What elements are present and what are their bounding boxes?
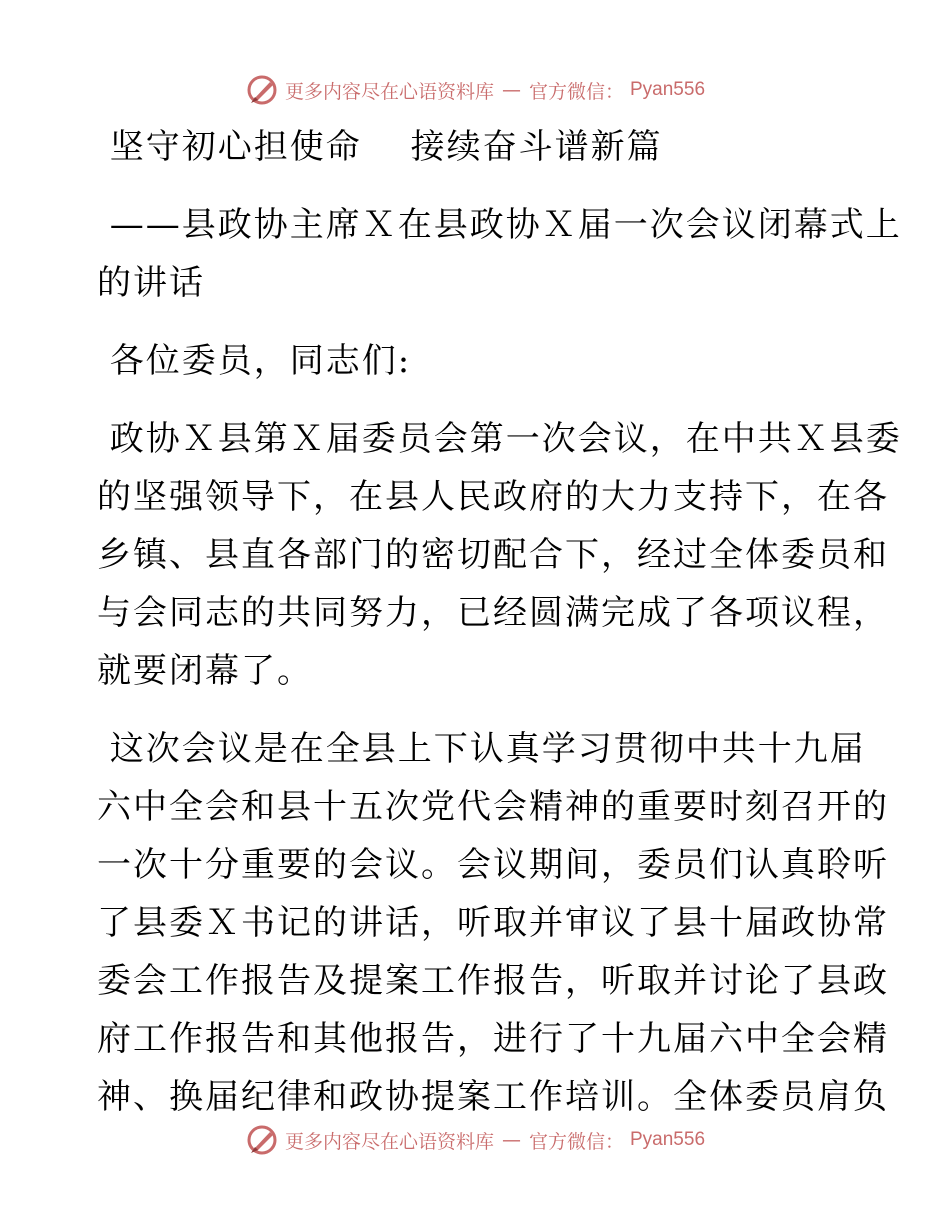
paragraph-line: 了县委Ｘ书记的讲话，听取并审议了县十届政协常 — [97, 903, 889, 943]
watermark-separator: — — [501, 79, 521, 101]
header-watermark — [0, 70, 950, 110]
footer-watermark — [0, 1120, 950, 1160]
brush-pen-logo-icon — [245, 1123, 279, 1157]
watermark-separator: — — [501, 1129, 521, 1151]
paragraph-line: 政协Ｘ县第Ｘ届委员会第一次会议，在中共Ｘ县委 — [97, 419, 902, 459]
paragraph-line: 与会同志的共同努力，已经圆满完成了各项议程， — [97, 593, 889, 633]
paragraph-line: 委会工作报告及提案工作报告，听取并讨论了县政 — [97, 961, 889, 1001]
paragraph-line: 一次十分重要的会议。会议期间，委员们认真聆听 — [97, 845, 889, 885]
paragraph-line: 就要闭幕了。 — [97, 651, 313, 691]
brush-pen-logo-icon — [245, 73, 279, 107]
document-title: 坚守初心担使命 接续奋斗谱新篇 — [97, 127, 663, 167]
watermark-site-text: 更多内容尽在心语资料库 — [284, 1130, 494, 1153]
watermark-contact-label: 官方微信： — [528, 1130, 624, 1153]
paragraph-line: 乡镇、县直各部门的密切配合下，经过全体委员和 — [97, 535, 889, 575]
subtitle-line: 的讲话 — [97, 263, 205, 303]
paragraph-line: 六中全会和县十五次党代会精神的重要时刻召开的 — [97, 787, 889, 827]
watermark-contact-id: Pyan556 — [630, 1129, 706, 1150]
paragraph-line: 神、换届纪律和政协提案工作培训。全体委员肩负 — [97, 1077, 889, 1117]
watermark-contact-label: 官方微信： — [528, 80, 624, 103]
watermark-site-text: 更多内容尽在心语资料库 — [284, 80, 494, 103]
paragraph-line: 府工作报告和其他报告，进行了十九届六中全会精 — [97, 1019, 889, 1059]
salutation: 各位委员，同志们: — [97, 341, 412, 381]
watermark-contact-id: Pyan556 — [630, 79, 706, 100]
subtitle-line: ——县政协主席Ｘ在县政协Ｘ届一次会议闭幕式上 — [97, 205, 902, 245]
document-body — [97, 118, 902, 1126]
paragraph-line: 这次会议是在全县上下认真学习贯彻中共十九届 — [97, 729, 866, 769]
paragraph-line: 的坚强领导下，在县人民政府的大力支持下，在各 — [97, 477, 889, 517]
